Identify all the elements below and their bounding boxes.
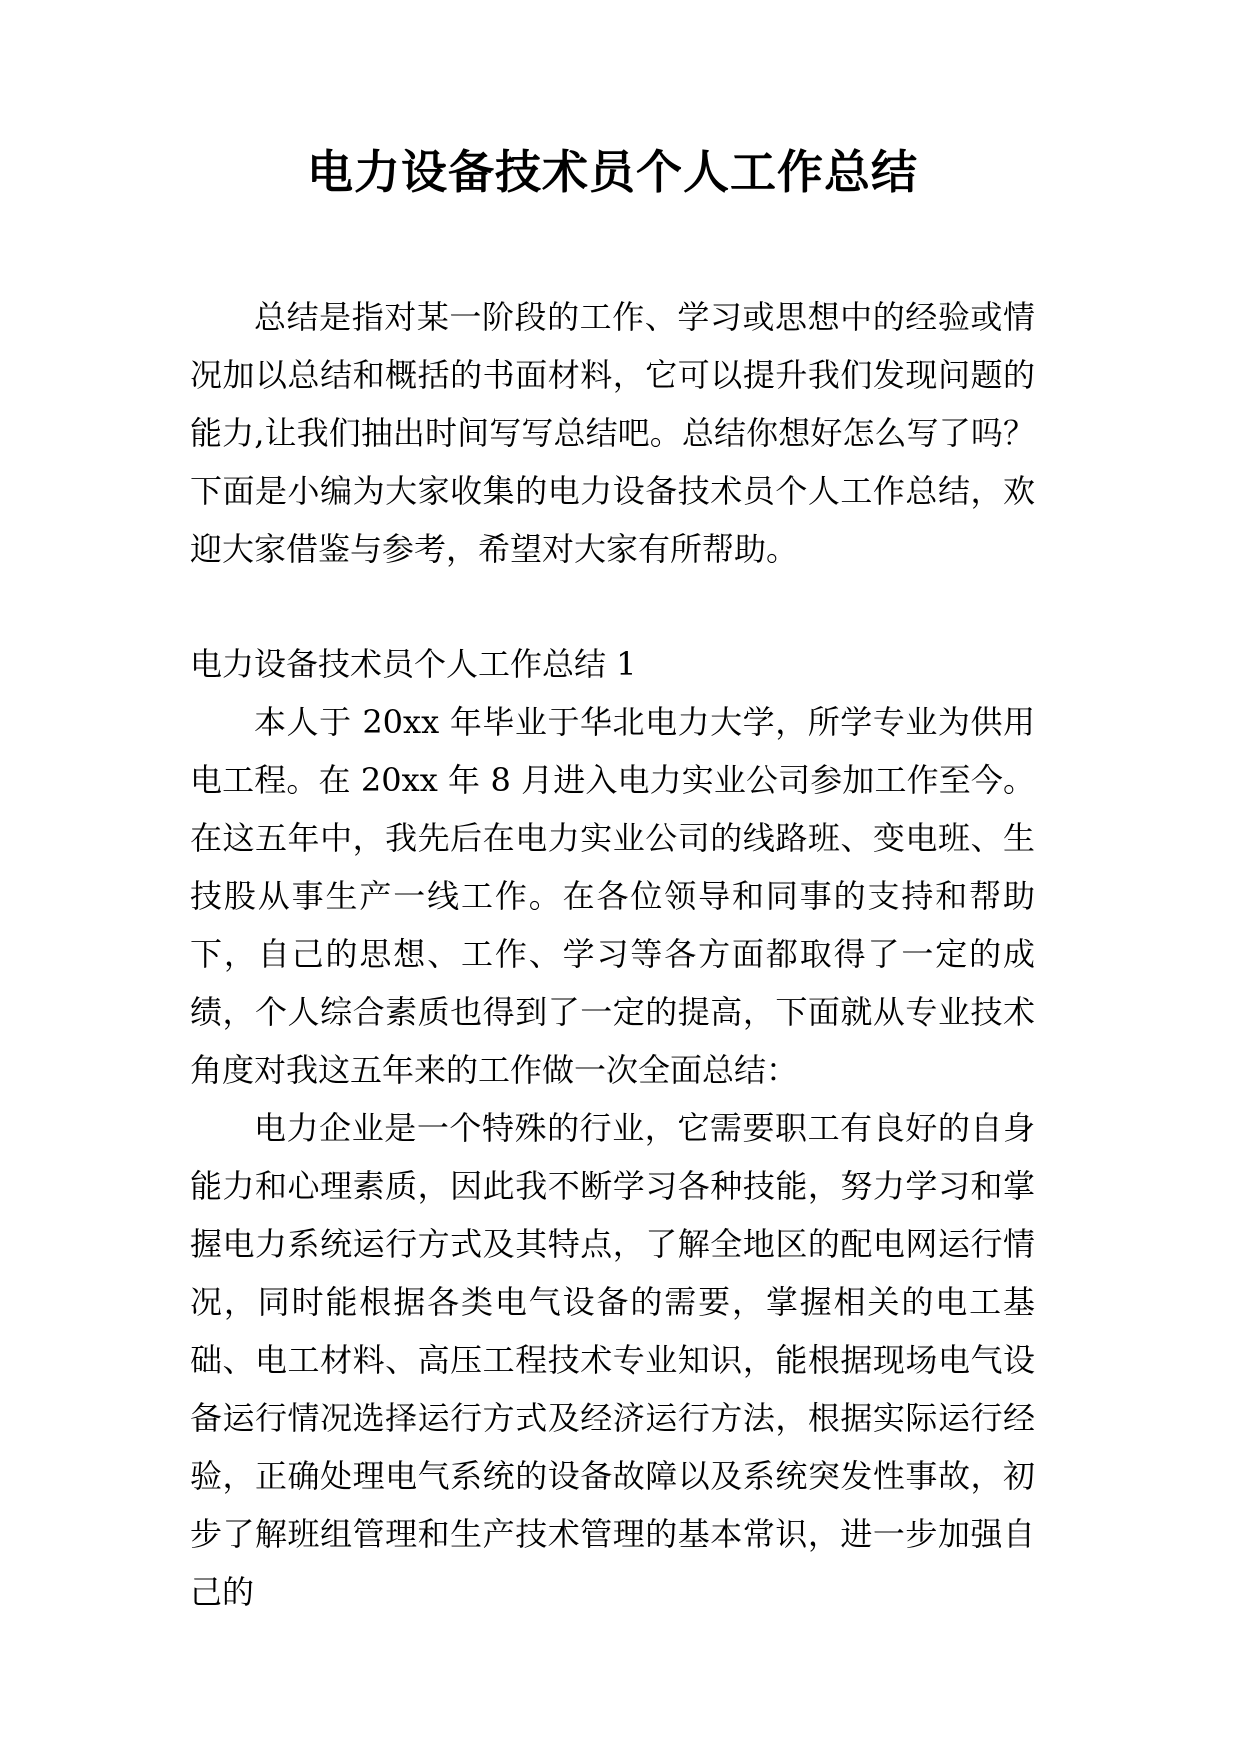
document-title: 电力设备技术员个人工作总结: [307, 145, 918, 199]
section-1-paragraph-1: 本人于 20xx 年毕业于华北电力大学，所学专业为供用电工程。在 20xx 年 8 月进入电力实业公司参加工作至今。在这五年中，我先后在电力实业公司的线路班、变电班、生技股从事生产一线工作。在各位领导和同事的支持和帮助下，自己的思想、工作、学习等各方面都取得了一定的成绩，个人综合素质也得到了一定的提高，下面就从专业技术角度对我这五年来的工作做一次全面总结：: [190, 703, 1035, 1089]
section-heading-1: 电力设备技术员个人工作总结 1: [190, 645, 637, 683]
intro-paragraph: 总结是指对某一阶段的工作、学习或思想中的经验或情况加以总结和概括的书面材料，它可以提升我们发现问题的能力,让我们抽出时间写写总结吧。总结你想好怎么写了吗？下面是小编为大家收集的电力设备技术员个人工作总结，欢迎大家借鉴与参考，希望对大家有所帮助。: [190, 298, 1035, 568]
section-1-paragraph-2: 电力企业是一个特殊的行业，它需要职工有良好的自身能力和心理素质，因此我不断学习各种技能，努力学习和掌握电力系统运行方式及其特点，了解全地区的配电网运行情况，同时能根据各类电气设备的需要，掌握相关的电工基础、电工材料、高压工程技术专业知识，能根据现场电气设备运行情况选择运行方式及经济运行方法，根据实际运行经验，正确处理电气系统的设备故障以及系统突发性事故，初步了解班组管理和生产技术管理的基本常识，进一步加强自己的: [190, 1109, 1035, 1611]
